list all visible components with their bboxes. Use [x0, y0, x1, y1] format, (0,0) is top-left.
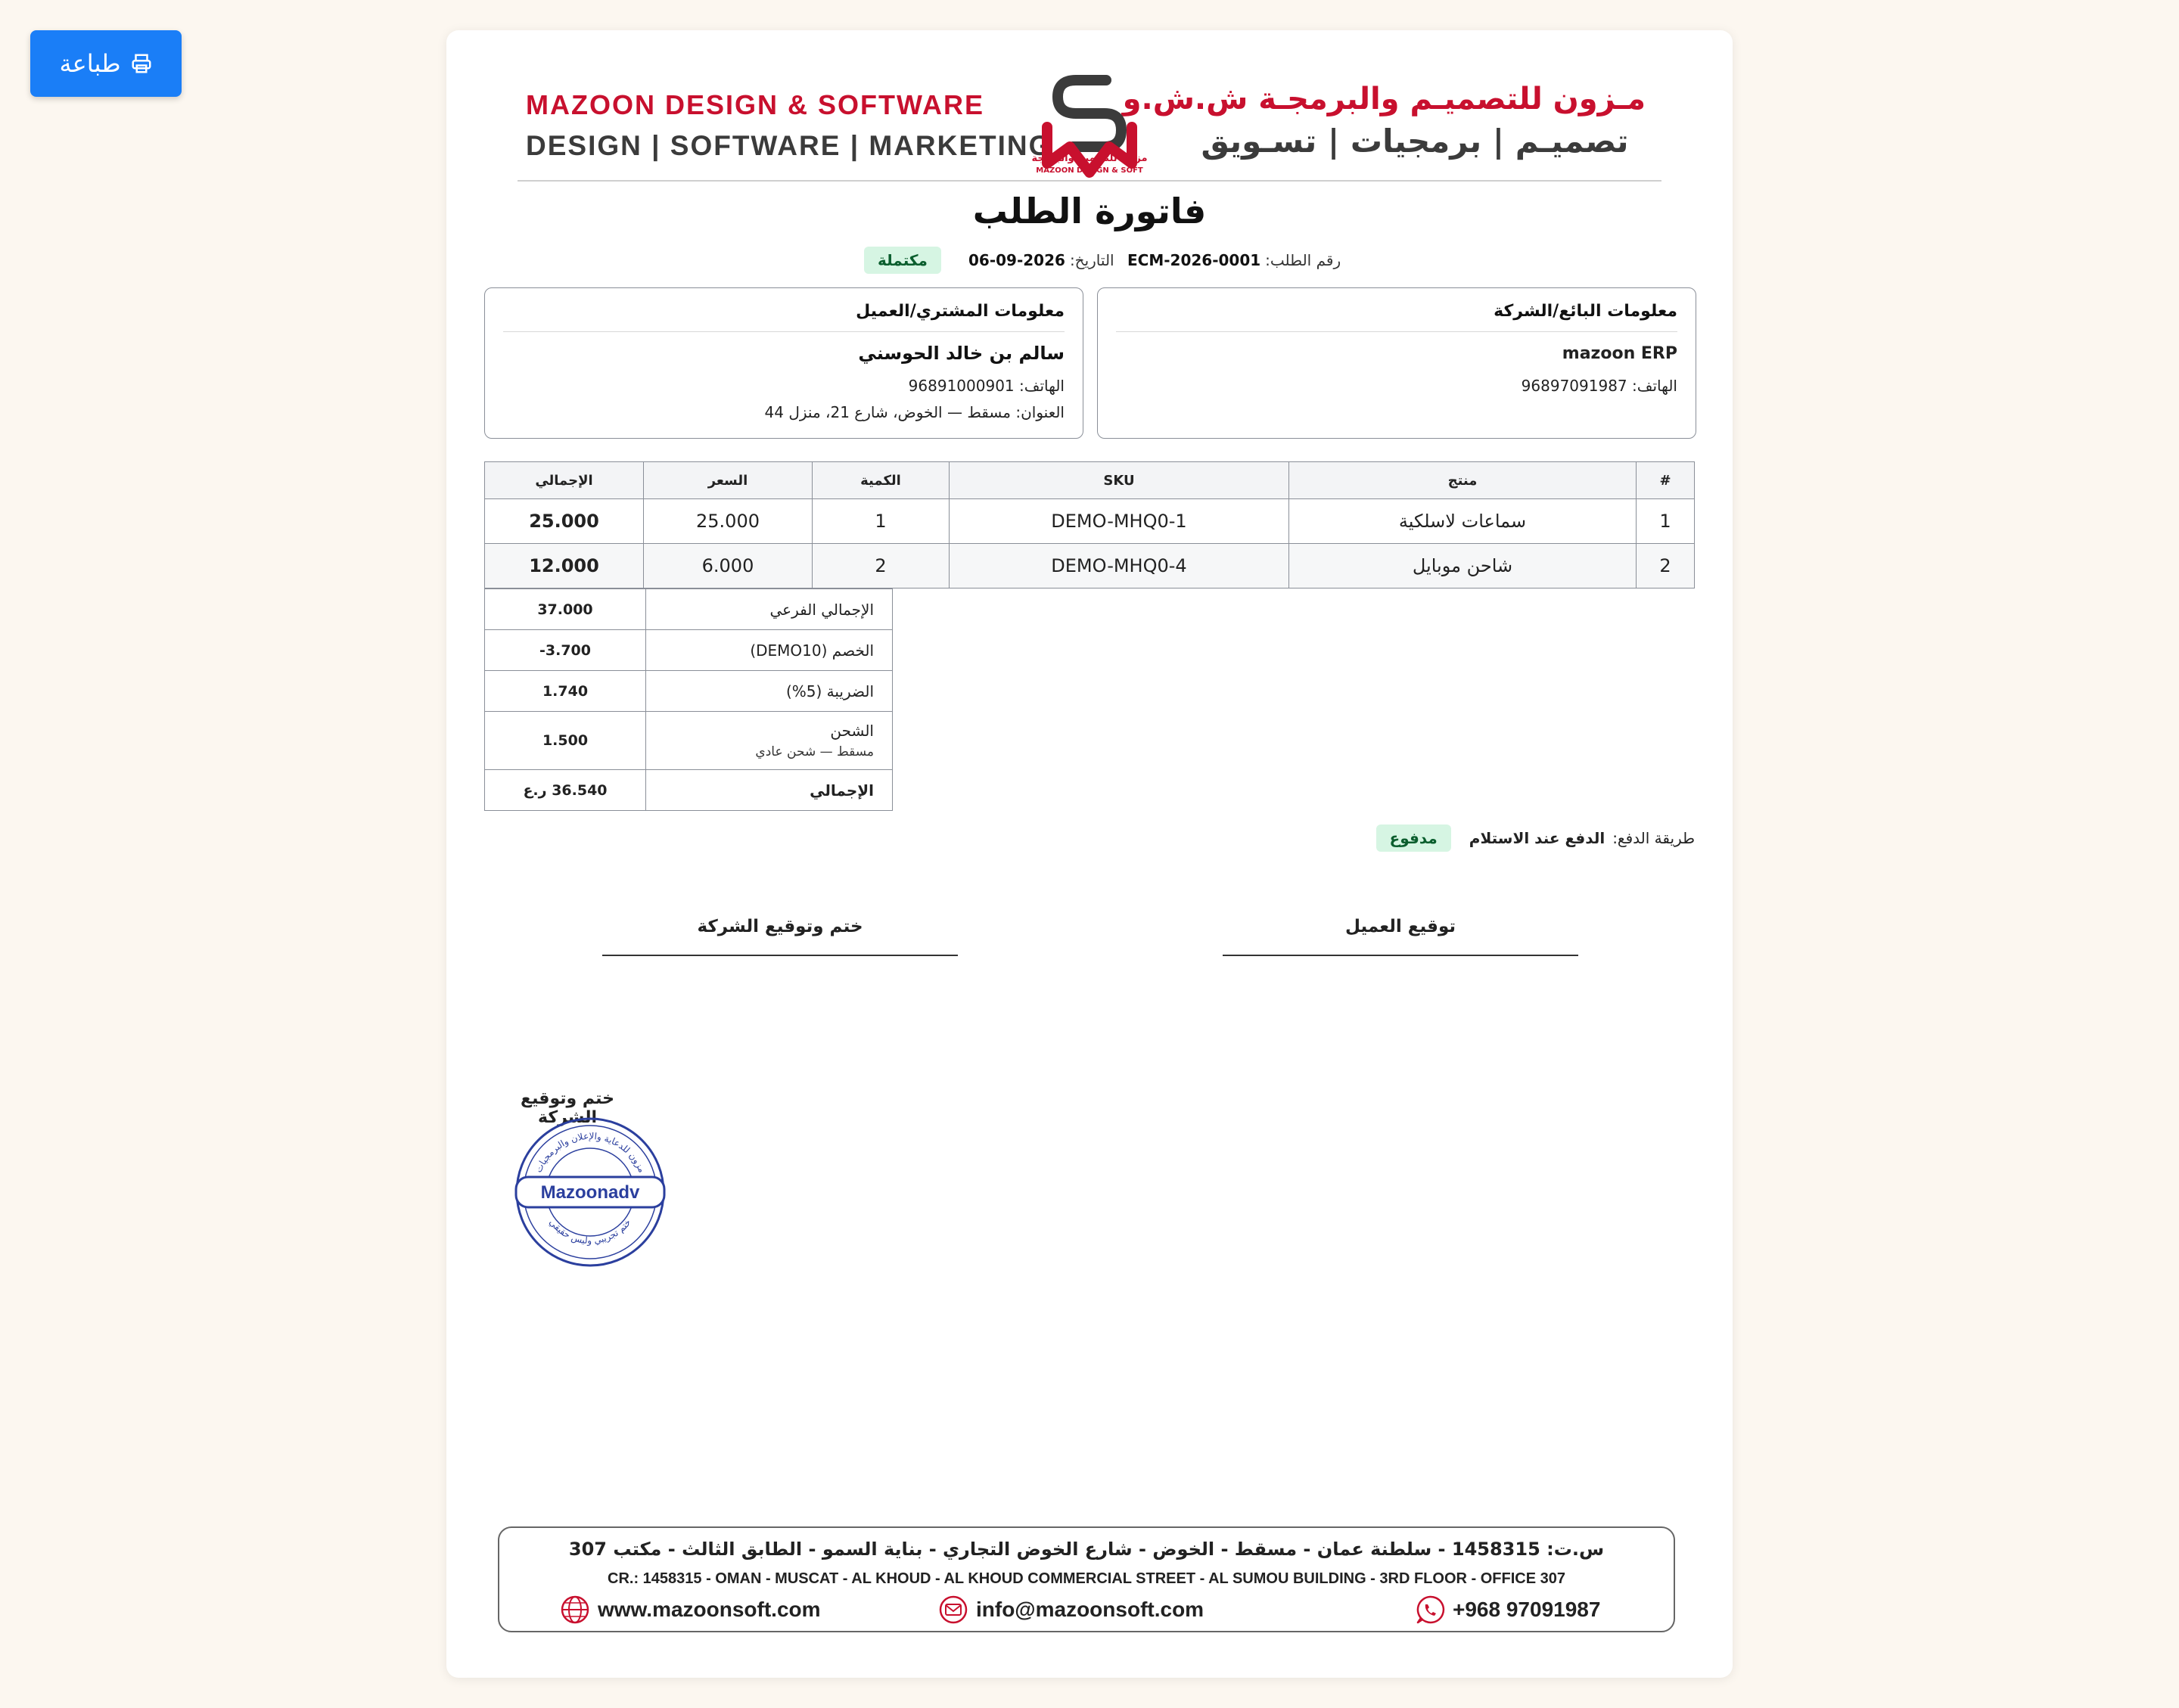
footer-website-text: www.mazoonsoft.com — [598, 1598, 821, 1621]
row-number: 2 — [1637, 544, 1695, 588]
stamp-top-text: مزون للدعاية والإعلان والبرمجيات — [533, 1130, 648, 1175]
stamp-title: ختم وتوقيع الشركة — [521, 1089, 614, 1127]
footer-email[interactable] — [938, 1595, 1204, 1625]
footer-phone-text: +968 97091987 — [1453, 1598, 1601, 1621]
order-number — [1127, 245, 1341, 275]
invoice-title: فاتورة الطلب — [972, 191, 1207, 231]
shipping-value: 1.500 — [485, 712, 646, 770]
print-button-label: طباعة — [59, 49, 121, 78]
summary-table — [484, 588, 893, 811]
row-number: 1 — [1637, 499, 1695, 544]
row-product: سماعات لاسلكية — [1289, 499, 1637, 544]
mail-icon — [938, 1595, 968, 1625]
summary-row-total — [485, 770, 893, 811]
grand-total-label: الإجمالي — [646, 770, 893, 811]
col-header-product: منتج — [1289, 462, 1637, 499]
print-button[interactable] — [30, 30, 182, 97]
order-date-value: 06-09-2026 — [968, 251, 1065, 269]
summary-row-discount — [485, 630, 893, 671]
order-date-label: التاريخ: — [1069, 251, 1114, 269]
customer-signature-line — [1223, 955, 1578, 956]
summary-row-tax — [485, 671, 893, 712]
subtotal-label: الإجمالي الفرعي — [646, 589, 893, 630]
payment-method-value: الدفع عند الاستلام — [1469, 829, 1605, 847]
order-status — [864, 245, 941, 275]
buyer-info-divider — [503, 331, 1065, 332]
payment-status-badge: مدفوع — [1376, 824, 1451, 852]
customer-signature-label: توقيع العميل — [1344, 917, 1456, 936]
items-table — [484, 461, 1695, 588]
row-price: 25.000 — [644, 499, 813, 544]
order-number-value: ECM-2026-0001 — [1127, 251, 1261, 269]
brand-tagline-ar: تصميـم | برمجيات | تسـويق — [1201, 123, 1629, 160]
table-row — [485, 499, 1695, 544]
row-qty: 2 — [813, 544, 950, 588]
brand-name-ar: مـزون للتصميـم والبرمجـة ش.ش.و — [1122, 82, 1646, 116]
buyer-address-label: العنوان: — [1015, 403, 1065, 421]
footer-email-text: info@mazoonsoft.com — [976, 1598, 1205, 1621]
logo-caption-ar: مزون للتصميم والبرمجة — [1031, 153, 1148, 164]
footer-address-en: CR.: 1458315 - OMAN - MUSCAT - AL KHOUD - AL KHOUD COMMERCIAL STREET - AL SUMOU BUILDING - 3RD FLOOR - OFFICE 307 — [608, 1570, 1565, 1587]
row-product: شاحن موبايل — [1289, 544, 1637, 588]
table-row — [485, 544, 1695, 588]
footer-address-ar: س.ت: 1458315 - سلطنة عمان - مسقط - الخوض - شارع الخوض التجاري - بناية السمو - الطابق الثالث - مكتب 307 — [568, 1539, 1605, 1560]
tax-label: الضريبة (5%) — [646, 671, 893, 712]
stamp-center-text: Mazoonadv — [540, 1182, 640, 1203]
shipping-detail: مسقط — شحن عادي — [755, 744, 874, 759]
seller-info-title: معلومات البائع/الشركة — [1494, 302, 1677, 321]
buyer-phone-value: 96891000901 — [908, 377, 1015, 395]
whatsapp-icon — [1415, 1595, 1445, 1625]
discount-label: الخصم (DEMO10) — [646, 630, 893, 671]
seller-info-divider — [1116, 331, 1677, 332]
buyer-phone — [909, 377, 1065, 395]
seller-info-box — [1097, 287, 1696, 439]
row-qty: 1 — [813, 499, 950, 544]
company-signature-label: ختم وتوقيع الشركة — [697, 917, 863, 936]
company-stamp-icon — [513, 1115, 667, 1269]
buyer-info-title: معلومات المشتري/العميل — [856, 302, 1065, 321]
order-date — [968, 245, 1114, 275]
page-footer — [498, 1526, 1675, 1632]
order-number-label: رقم الطلب: — [1265, 251, 1341, 269]
payment-method-label: طريقة الدفع: — [1612, 829, 1695, 847]
footer-phone[interactable] — [1415, 1595, 1600, 1625]
svg-text:ختم تجريبي وليس حقيقي — [547, 1217, 633, 1247]
buyer-name: سالم بن خالد الحوسني — [858, 343, 1065, 364]
summary-row-subtotal — [485, 589, 893, 630]
globe-icon — [560, 1595, 590, 1625]
buyer-address-value: مسقط — الخوض، شارع 21، منزل 44 — [764, 403, 1011, 421]
status-badge: مكتملة — [864, 247, 941, 274]
buyer-address — [765, 403, 1065, 421]
brand-tagline-en: DESIGN | SOFTWARE | MARKETING — [526, 130, 1052, 161]
tax-value: 1.740 — [485, 671, 646, 712]
brand-name-en: MAZOON DESIGN & SOFTWARE — [526, 89, 984, 120]
seller-name: mazoon ERP — [1562, 344, 1677, 363]
col-header-price: السعر — [644, 462, 813, 499]
seller-phone-value: 96897091987 — [1521, 377, 1627, 395]
company-logo — [1037, 74, 1142, 203]
stamp-bottom-text: ختم تجريبي وليس حقيقي — [547, 1216, 633, 1247]
printer-icon — [130, 52, 153, 75]
seller-phone — [1522, 377, 1677, 395]
col-header-qty: الكمية — [813, 462, 950, 499]
discount-value: 3.700- — [485, 630, 646, 671]
row-sku: DEMO-MHQ0-1 — [950, 499, 1289, 544]
buyer-info-box — [484, 287, 1083, 439]
items-table-header — [485, 462, 1695, 499]
footer-website[interactable] — [560, 1595, 821, 1625]
invoice-page — [446, 30, 1733, 1678]
row-sku: DEMO-MHQ0-4 — [950, 544, 1289, 588]
row-price: 6.000 — [644, 544, 813, 588]
col-header-sku: SKU — [950, 462, 1289, 499]
subtotal-value: 37.000 — [485, 589, 646, 630]
grand-total-value: 36.540 ر.ع — [485, 770, 646, 811]
logo-caption-en: MAZOON DESIGN & SOFT — [1036, 166, 1143, 175]
svg-text:مزون للدعاية والإعلان والبرمجي — [533, 1131, 647, 1174]
row-total: 12.000 — [485, 544, 644, 588]
summary-row-shipping — [485, 712, 893, 770]
company-signature-line — [602, 955, 958, 956]
payment-info — [1376, 824, 1695, 852]
seller-phone-label: الهاتف: — [1632, 377, 1677, 395]
buyer-phone-label: الهاتف: — [1019, 377, 1065, 395]
row-total: 25.000 — [485, 499, 644, 544]
header-divider — [518, 180, 1661, 182]
col-header-total: الإجمالي — [485, 462, 644, 499]
col-header-number: # — [1637, 462, 1695, 499]
shipping-cell — [646, 712, 893, 770]
shipping-label: الشحن — [830, 722, 874, 740]
